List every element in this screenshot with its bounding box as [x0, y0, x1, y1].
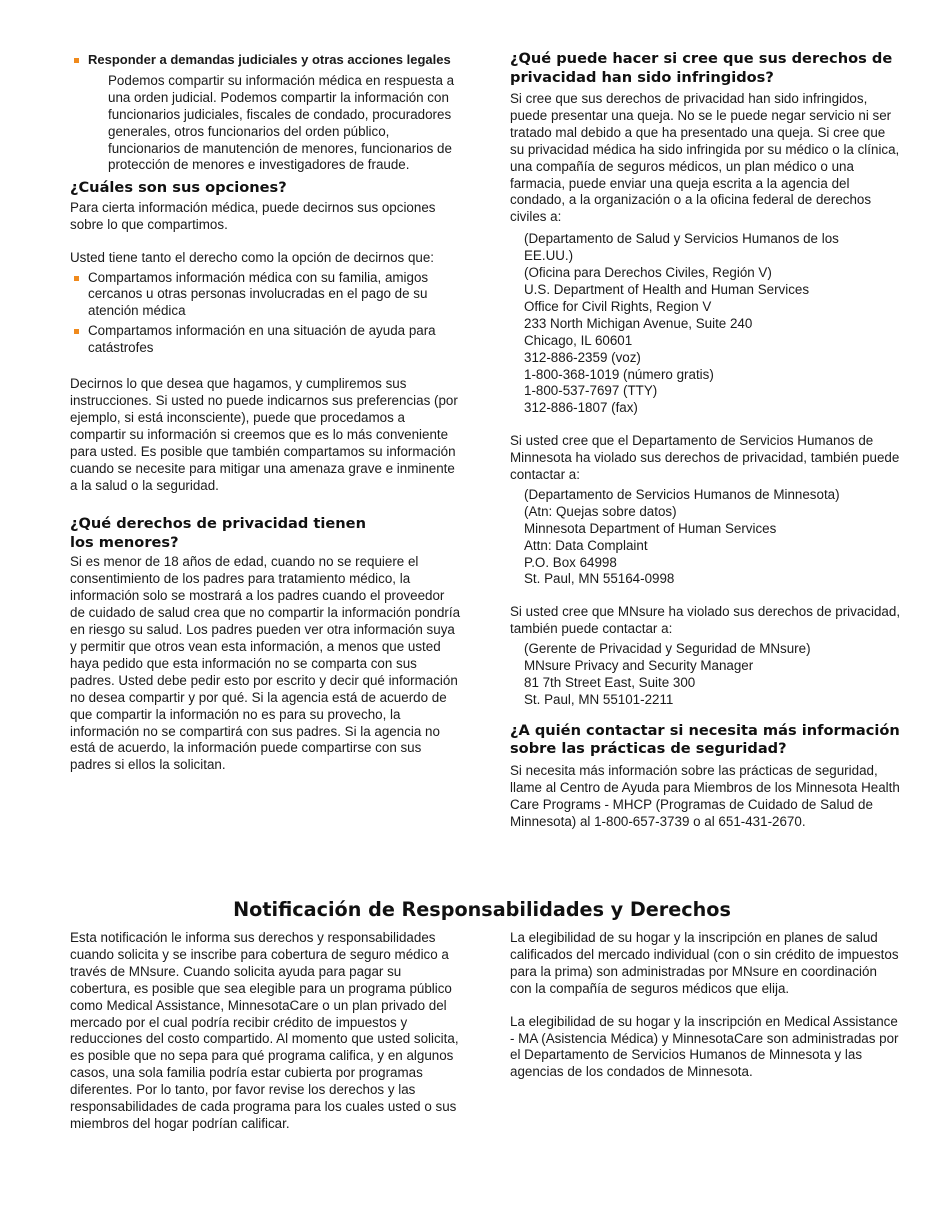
address-line: P.O. Box 64998 — [524, 554, 617, 570]
contact-body: Si necesita más información sobre las prácticas de seguridad, llame al Centro de Ayuda para Miembros de los Minnesota Health Care Programs - MHCP (Programas de Cuidado de Salud de Minnesota) al 1-800-657-3739 o al 651-431-2670. — [510, 762, 900, 829]
address-line: Office for Civil Rights, Region V — [524, 298, 712, 314]
mnsure-address-block — [510, 641, 902, 709]
notice-right-column — [510, 930, 902, 1081]
dhs-intro: Si usted cree que el Departamento de Servicios Humanos de Minnesota ha violado sus derechos de privacidad, también puede contactar a: — [510, 433, 900, 483]
violated-rights-heading: ¿Qué puede hacer si cree que sus derechos de privacidad han sido infringidos? — [510, 50, 893, 86]
options-bullet-item — [70, 270, 462, 321]
address-line: Attn: Data Complaint — [524, 537, 648, 553]
minors-heading-line-1: ¿Qué derechos de privacidad tienen — [70, 515, 366, 533]
contact-heading: ¿A quién contactar si necesita más información sobre las prácticas de seguridad? — [510, 721, 900, 758]
minors-heading-line-2: los menores? — [70, 533, 179, 551]
mnsure-intro: Si usted cree que MNsure ha violado sus derechos de privacidad, también puede contactar a: — [510, 604, 901, 637]
violated-rights-body: Si cree que sus derechos de privacidad han sido infringidos, puede presentar una queja. No se le puede negar servicio ni ser tratado mal debido a que ha presentado una queja. Si cree que su privacidad médica ha sido infringida por su médico o la clínica, una compañía de seguros médicos, un plan médico o una farmacia, puede enviar una queja escrita a la agencia del condado, a la organización o a la oficina federal de derechos civiles a: — [510, 91, 900, 225]
legal-actions-bullet — [70, 52, 462, 69]
legal-actions-bullet-list — [70, 52, 462, 69]
address-line: Minnesota Department of Human Services — [524, 520, 777, 536]
address-line: (Gerente de Privacidad y Seguridad de MNsure) — [524, 641, 811, 657]
phone-line: 1-800-537-7697 (TTY) — [524, 383, 658, 399]
address-line: 81 7th Street East, Suite 300 — [524, 675, 696, 690]
options-intro: Para cierta información médica, puede decirnos sus opciones sobre lo que compartimos. — [70, 199, 436, 232]
notice-title: Notificación de Responsabilidades y Derechos — [233, 898, 731, 921]
options-closing: Decirnos lo que desea que hagamos, y cumpliremos sus instrucciones. Si usted no puede indicarnos sus preferencias (por ejemplo, si está inconsciente), puede que procedamos a compartir su información si creemos que es lo más conveniente para usted. Es posible que también compartamos su información cuando se necesite para mitigar una amenaza grave e inminente a la salud o la seguridad. — [70, 376, 458, 493]
minors-body: Si es menor de 18 años de edad, cuando no se requiere el consentimiento de los padres para tratamiento médico, la información solo se mostrará a los padres cuando el proveedor de cuidado de salud crea que no compartir la información pondría en riesgo su salud. Los padres pueden ver otra información suya y permitir que otros vean esta información, a menos que usted haya pedido que esta información no se comparta con sus padres. Usted debe pedir esto por escrito y decir qué información no desea compartir y por qué. Si la agencia está de acuerdo de que compartir la información no es para su provecho, la información no se compartirá con sus padres. Si la agencia no está de acuerdo, la información puede compartirse con sus padres si ellos la solicitan. — [70, 554, 461, 773]
orange-square-bullet-icon — [74, 58, 79, 63]
legal-actions-title: Responder a demandas judiciales y otras acciones legales — [88, 52, 451, 67]
options-right-text: Usted tiene tanto el derecho como la opción de decirnos que: — [70, 249, 435, 265]
address-line: St. Paul, MN 55101-2211 — [524, 691, 674, 707]
address-line: (Departamento de Servicios Humanos de Minnesota) — [524, 486, 840, 502]
notice-right-body-2: La elegibilidad de su hogar y la inscripción en Medical Assistance - MA (Asistencia Médica) y MinnesotaCare son administradas por el Departamento de Servicios Humanos de Minnesota y las agencias de los condados de Minnesota. — [510, 1013, 899, 1080]
phone-line: 1-800-368-1019 (número gratis) — [524, 366, 714, 382]
legal-actions-body: Podemos compartir su información médica en respuesta a una orden judicial. Podemos compartir la información con funcionarios judiciales, fiscales de condado, procuradores generales, otros funcionarios del orden público, funcionarios de manutención de menores, funcionarios de protección de menores e investigadores de fraude. — [108, 72, 455, 173]
address-line: (Departamento de Salud y Servicios Humanos de los EE.UU.) — [524, 231, 839, 264]
notice-right-body-1: La elegibilidad de su hogar y la inscripción en planes de salud calificados del mercado individual (con o sin crédito de impuestos para la prima) son administradas por MNsure en coordinación con la compañía de seguros médicos que elija. — [510, 930, 899, 996]
right-column — [510, 50, 902, 830]
address-line: St. Paul, MN 55164-0998 — [524, 571, 675, 587]
notice-left-body: Esta notificación le informa sus derechos y responsabilidades cuando solicita y se inscribe para cobertura de seguro médico a través de MNsure. Cuando solicita ayuda para pagar su cobertura, es posible que sea elegible para un programa público como Medical Assistance, MinnesotaCare o un plan privado del mercado por el cual podría recibir crédito de impuestos y reducciones del costo compartido. Al momento que usted solicita, es posible que no sepa para qué programa califica, y en algunos casos, una sola familia podría estar cubierta por programas diferentes. Por lo tanto, por favor revise los derechos y las responsabilidades de cada programa para los cuales usted o sus miembros del hogar podrían calificar. — [70, 930, 459, 1131]
dhs-address-block — [510, 487, 902, 588]
phone-line: 312-886-2359 (voz) — [524, 349, 641, 365]
options-bullet-item — [70, 323, 462, 357]
options-bullet-text: Compartamos información en una situación de ayuda para catástrofes — [88, 323, 436, 356]
minors-heading — [70, 515, 462, 552]
address-line: U.S. Department of Health and Human Services — [524, 281, 810, 297]
orange-square-bullet-icon — [74, 276, 79, 281]
address-line: (Oficina para Derechos Civiles, Región V) — [524, 265, 772, 281]
notice-left-column — [70, 930, 462, 1133]
hhs-address-block — [510, 231, 854, 417]
address-line: 233 North Michigan Avenue, Suite 240 — [524, 315, 753, 331]
address-line: MNsure Privacy and Security Manager — [524, 658, 754, 674]
orange-square-bullet-icon — [74, 329, 79, 334]
address-line: (Atn: Quejas sobre datos) — [524, 503, 677, 519]
options-bullet-text: Compartamos información médica con su familia, amigos cercanos u otras personas involucradas en el pago de su atención médica — [88, 269, 429, 319]
phone-line: 312-886-1807 (fax) — [524, 400, 638, 416]
options-heading: ¿Cuáles son sus opciones? — [70, 179, 287, 197]
address-line: Chicago, IL 60601 — [524, 332, 633, 348]
options-bullet-list — [70, 270, 462, 358]
left-column — [70, 52, 462, 774]
